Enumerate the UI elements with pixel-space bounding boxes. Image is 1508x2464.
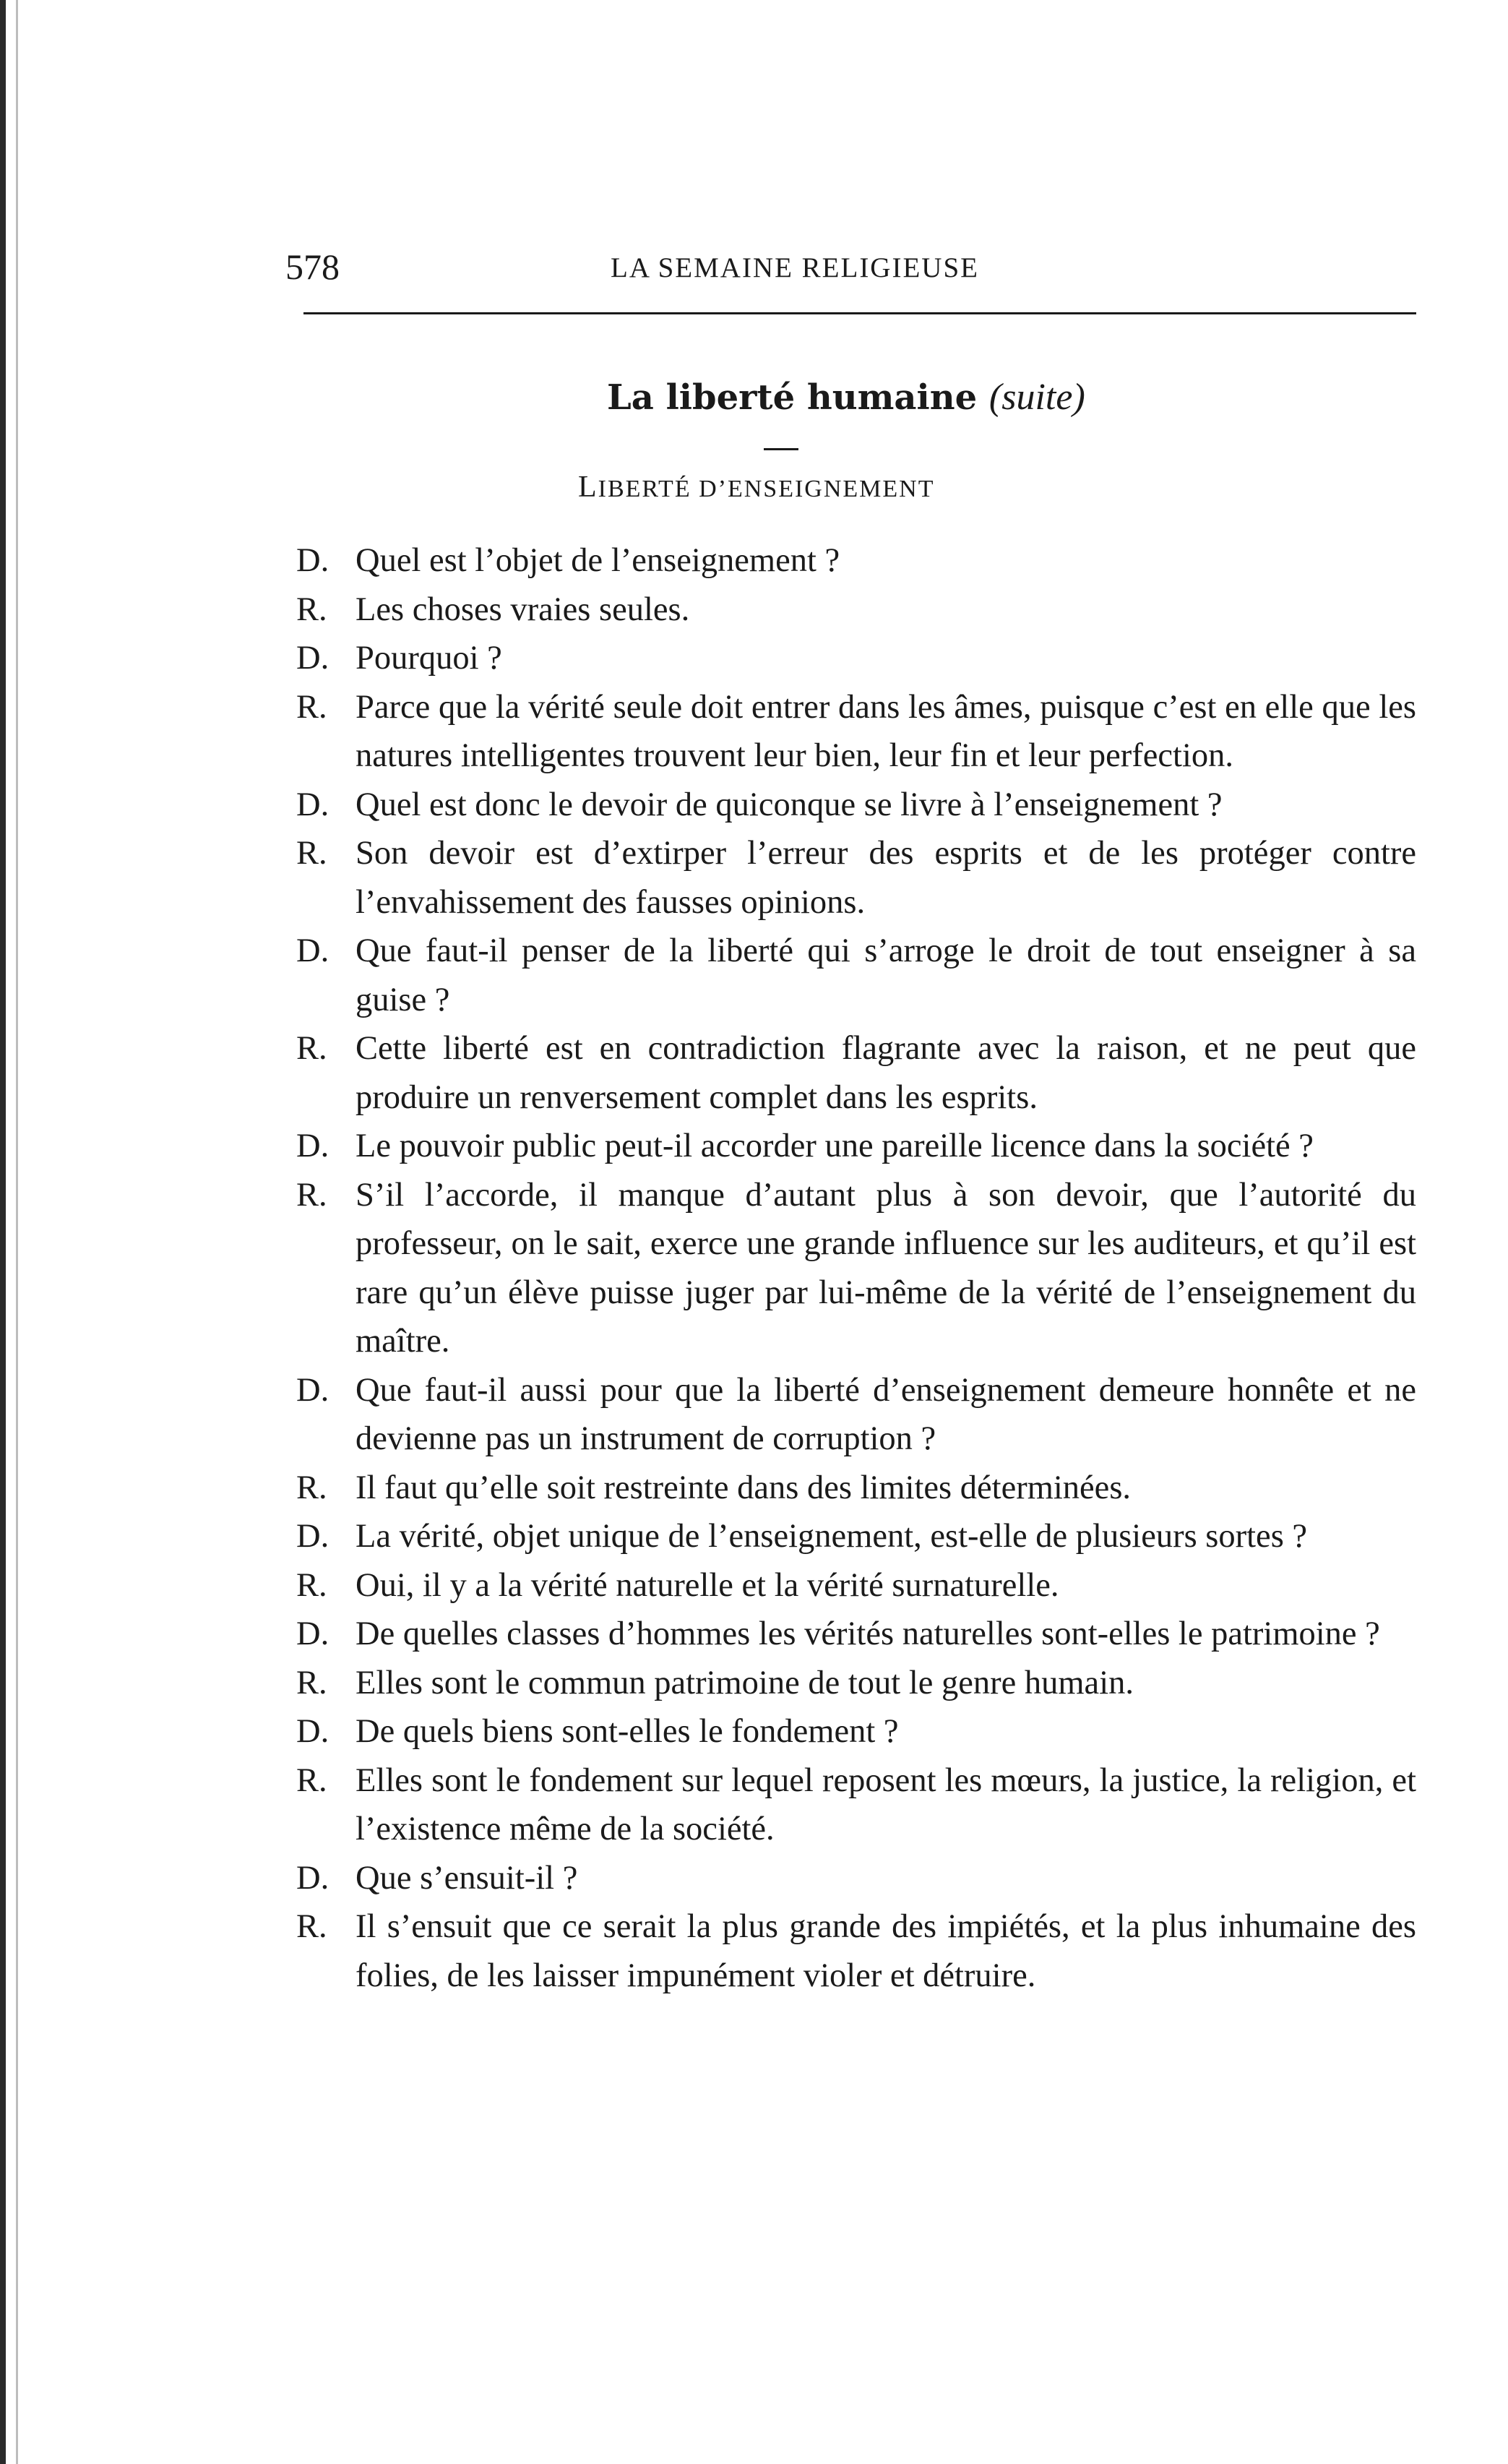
dialogue-entry xyxy=(296,536,1416,585)
dialogue-entry xyxy=(296,1171,1416,1366)
question-text: Que faut-il aussi pour que la liberté d’enseignement demeure honnête et ne devienne pas un instrument de corruption ? xyxy=(356,1371,1416,1457)
answer-marker: R. xyxy=(296,835,327,872)
dialogue-entry xyxy=(296,683,1416,781)
dialogue-entry xyxy=(296,1561,1416,1610)
answer-marker: R. xyxy=(296,1030,327,1067)
question-marker: D. xyxy=(296,1615,329,1652)
dialogue-entry xyxy=(296,1122,1416,1171)
dialogue-entry xyxy=(296,927,1416,1024)
dialogue-entry xyxy=(296,1707,1416,1756)
question-marker: D. xyxy=(296,786,329,823)
answer-text: S’il l’accorde, il manque d’autant plus à son devoir, que l’autorité du professeur, on le sait, exerce une grande influence sur les auditeurs, et qu’il est rare qu’un élève puisse juger par lui-même de la vérité de l’enseignement du maître. xyxy=(356,1176,1416,1360)
question-text: De quelles classes d’hommes les vérités naturelles sont-elles le patrimoine ? xyxy=(356,1615,1380,1652)
answer-marker: R. xyxy=(296,1176,327,1214)
dialogue-entry xyxy=(296,781,1416,830)
question-text: Que faut-il penser de la liberté qui s’arroge le droit de tout enseigner à sa guise ? xyxy=(356,932,1416,1018)
answer-text: Elles sont le fondement sur lequel reposent les mœurs, la justice, la religion, et l’existence même de la société. xyxy=(356,1761,1416,1847)
question-text: Pourquoi ? xyxy=(356,640,502,677)
answer-text: Il s’ensuit que ce serait la plus grande des impiétés, et la plus inhumaine des folies, de les laisser impunément violer et détruire. xyxy=(356,1908,1416,1994)
answer-marker: R. xyxy=(296,591,327,628)
question-marker: D. xyxy=(296,640,329,677)
dialogue-entry xyxy=(296,1610,1416,1659)
header-rule xyxy=(303,312,1416,314)
section-title-initial: L xyxy=(578,471,598,504)
question-text: Quel est l’objet de l’enseignement ? xyxy=(356,542,840,579)
dialogue-entry xyxy=(296,1756,1416,1854)
answer-text: Parce que la vérité seule doit entrer dans les âmes, puisque c’est en elle que les natures intelligentes trouvent leur bien, leur fin et leur perfection. xyxy=(356,688,1416,774)
article-title-main: La liberté humaine xyxy=(607,377,978,418)
page-edge-shadow xyxy=(0,0,6,2464)
answer-marker: R. xyxy=(296,1566,327,1604)
answer-text: Oui, il y a la vérité naturelle et la vérité surnaturelle. xyxy=(356,1566,1059,1604)
section-title-rest: IBERTÉ D’ENSEIGNEMENT xyxy=(598,476,935,502)
question-marker: D. xyxy=(296,1859,329,1897)
dialogue-entry xyxy=(296,1902,1416,2000)
dialogue-entry xyxy=(296,1024,1416,1122)
article-title xyxy=(607,376,1085,418)
dialogue-list xyxy=(296,536,1416,2000)
title-dash xyxy=(764,448,798,450)
dialogue-entry xyxy=(296,585,1416,635)
answer-marker: R. xyxy=(296,1761,327,1799)
dialogue-entry xyxy=(296,1659,1416,1708)
answer-marker: R. xyxy=(296,1469,327,1506)
page-edge-line xyxy=(16,0,18,2464)
answer-text: Il faut qu’elle soit restreinte dans des limites déterminées. xyxy=(356,1469,1132,1506)
dialogue-entry xyxy=(296,829,1416,927)
dialogue-entry xyxy=(296,1512,1416,1561)
answer-marker: R. xyxy=(296,1908,327,1945)
question-marker: D. xyxy=(296,542,329,579)
article-title-suite: (suite) xyxy=(988,377,1085,418)
question-text: Que s’ensuit-il ? xyxy=(356,1859,578,1897)
question-marker: D. xyxy=(296,1371,329,1409)
question-marker: D. xyxy=(296,932,329,969)
answer-text: Son devoir est d’extirper l’erreur des esprits et de les protéger contre l’envahissement des fausses opinions. xyxy=(356,835,1416,921)
answer-text: Les choses vraies seules. xyxy=(356,591,690,628)
question-text: Quel est donc le devoir de quiconque se livre à l’enseignement ? xyxy=(356,786,1223,823)
question-marker: D. xyxy=(296,1713,329,1750)
dialogue-entry xyxy=(296,1464,1416,1513)
question-marker: D. xyxy=(296,1518,329,1555)
dialogue-entry xyxy=(296,1366,1416,1464)
dialogue-entry xyxy=(296,1854,1416,1903)
question-text: La vérité, objet unique de l’enseignement, est-elle de plusieurs sortes ? xyxy=(356,1518,1308,1555)
journal-title: LA SEMAINE RELIGIEUSE xyxy=(611,252,979,283)
question-text: De quels biens sont-elles le fondement ? xyxy=(356,1713,899,1750)
answer-marker: R. xyxy=(296,1664,327,1701)
answer-text: Cette liberté est en contradiction flagrante avec la raison, et ne peut que produire un renversement complet dans les esprits. xyxy=(356,1030,1416,1116)
answer-text: Elles sont le commun patrimoine de tout le genre humain. xyxy=(356,1664,1134,1701)
section-title xyxy=(578,470,935,505)
page-number: 578 xyxy=(285,246,340,287)
question-marker: D. xyxy=(296,1128,329,1164)
answer-marker: R. xyxy=(296,688,327,726)
running-head xyxy=(285,246,1413,289)
question-text: Le pouvoir public peut-il accorder une pareille licence dans la société ? xyxy=(356,1128,1314,1164)
dialogue-entry xyxy=(296,634,1416,683)
